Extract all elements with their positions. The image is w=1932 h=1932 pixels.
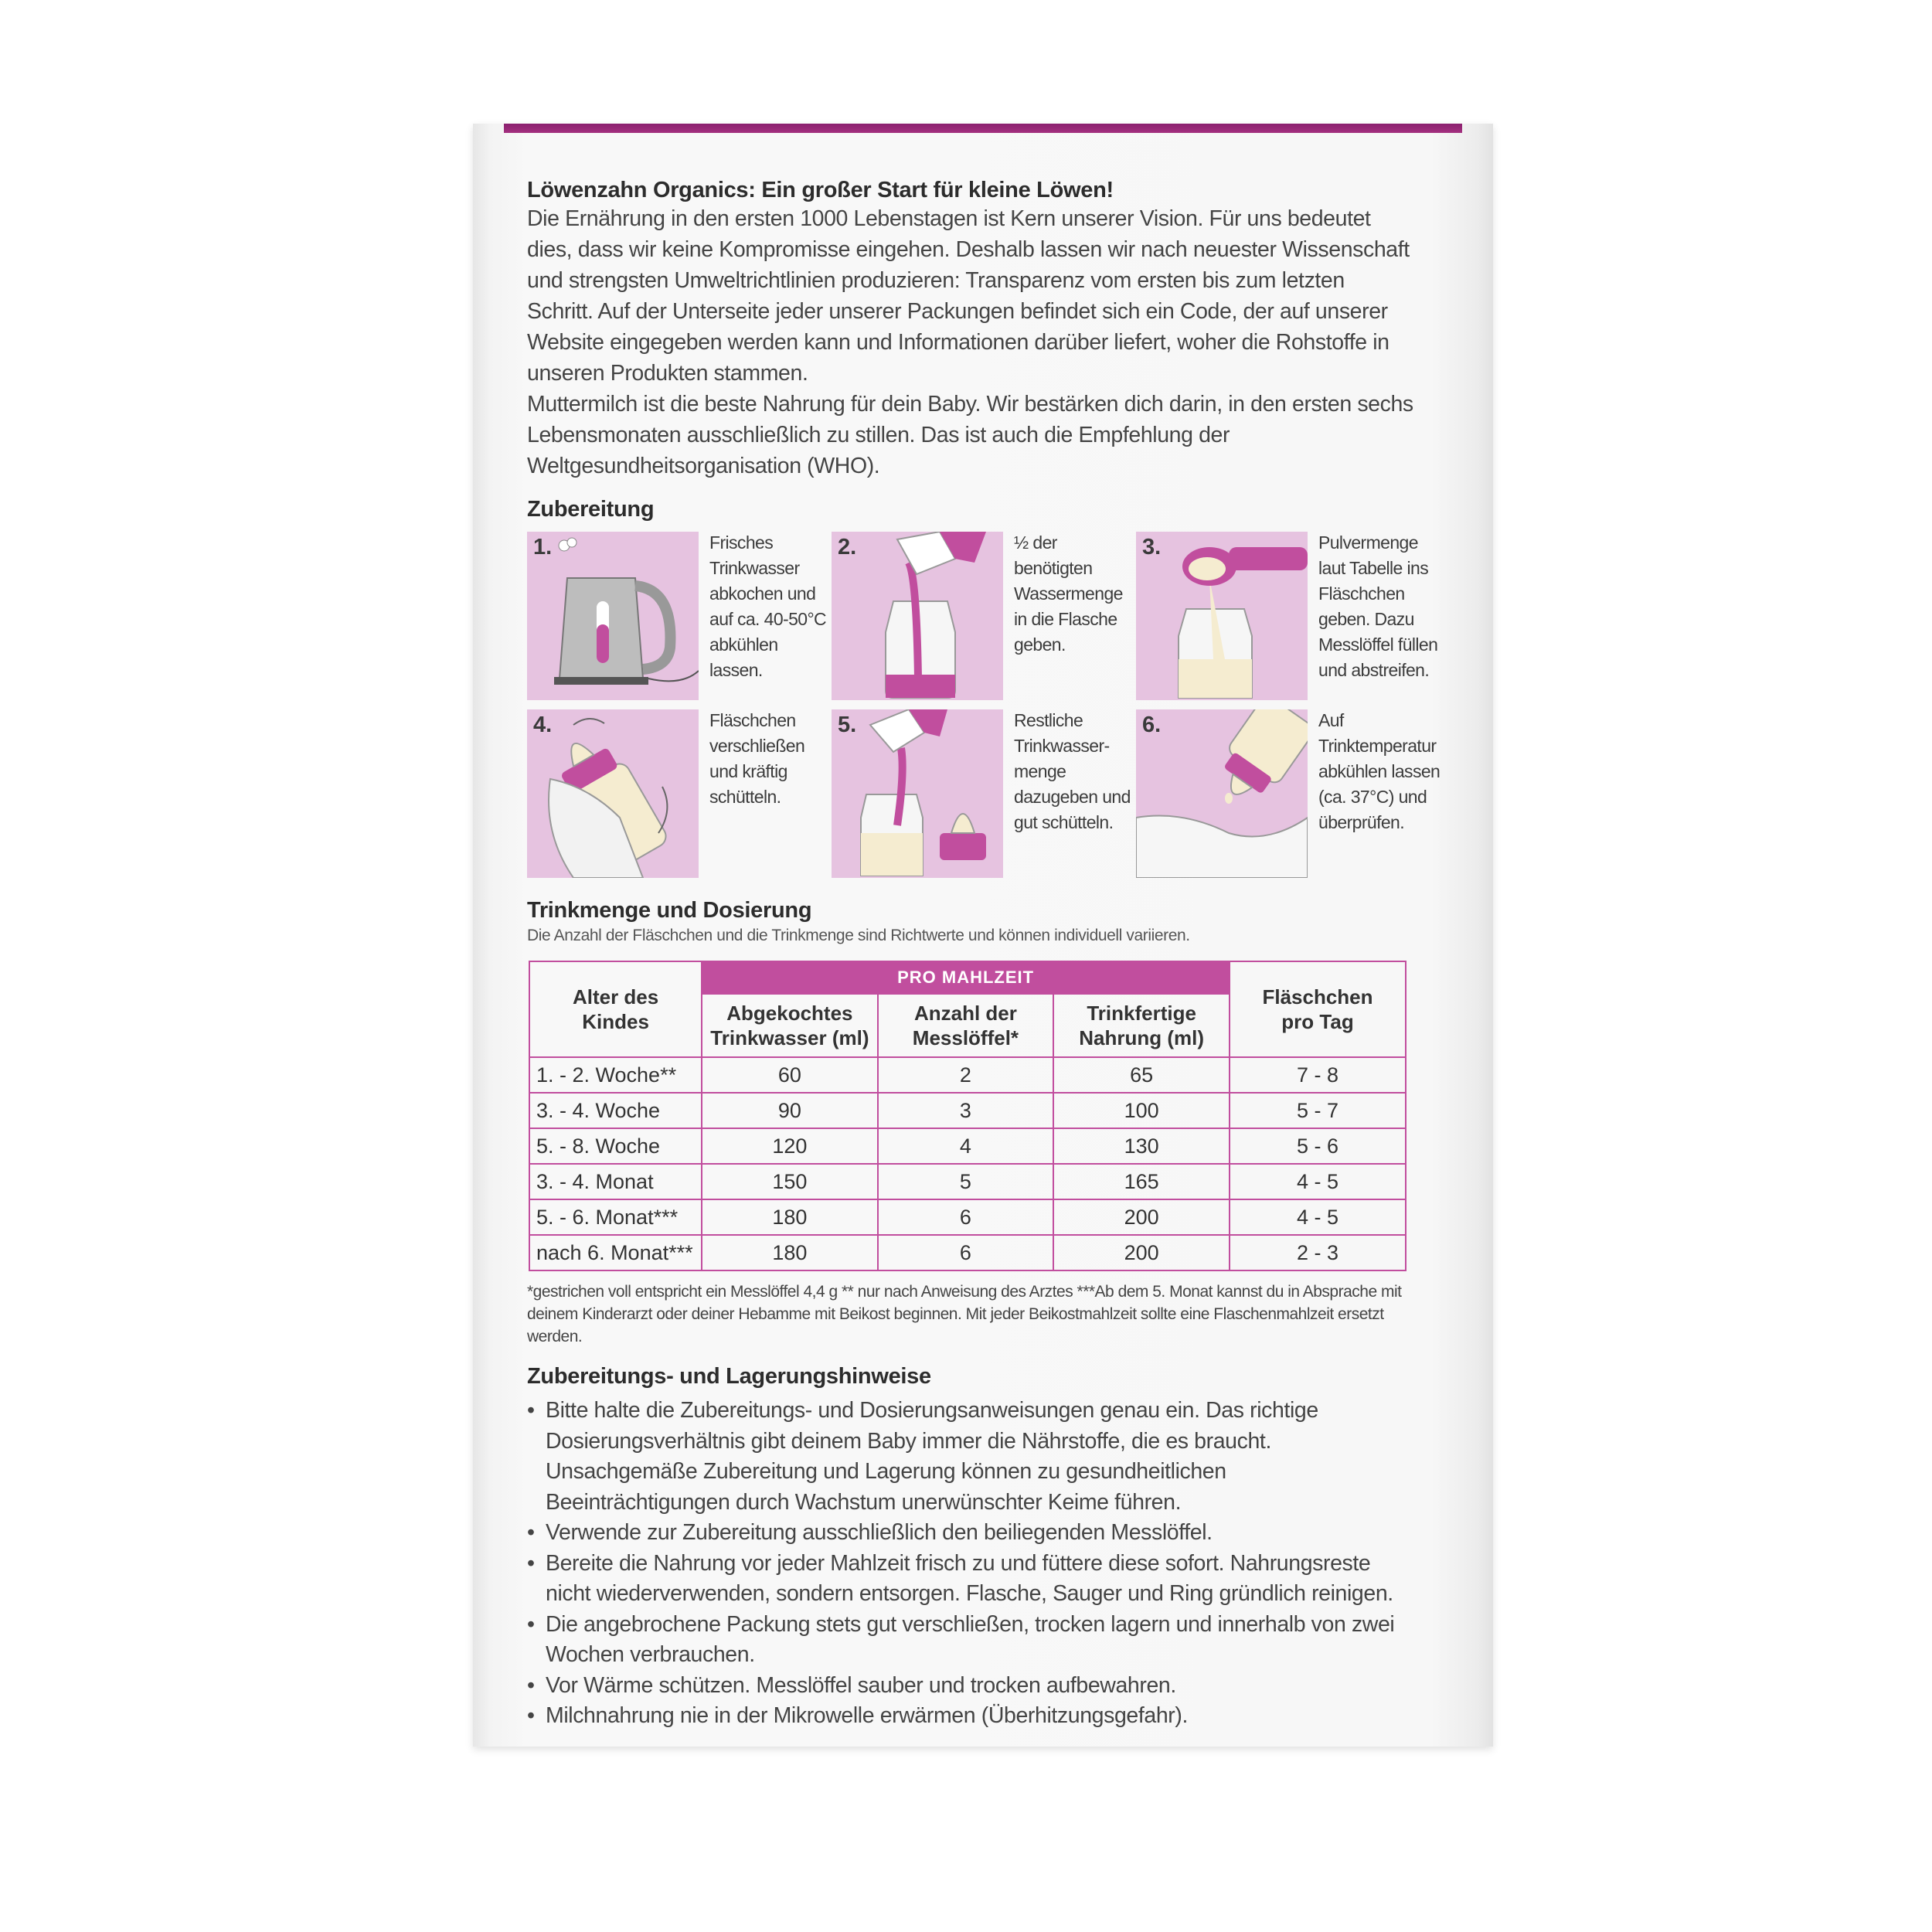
step-5 — [832, 709, 1133, 878]
cell-bottles: 4 - 5 — [1230, 1164, 1406, 1199]
header-spoons: Anzahl der Messlöffel* — [878, 994, 1054, 1057]
cell-water: 90 — [702, 1093, 877, 1128]
step-4 — [527, 709, 828, 878]
header-water: Abgekochtes Trinkwasser (ml) — [702, 994, 877, 1057]
cell-ready: 200 — [1053, 1199, 1230, 1235]
table-row — [529, 1199, 1406, 1235]
cell-water: 150 — [702, 1164, 877, 1199]
hints-title: Zubereitungs- und Lagerungshinweise — [527, 1364, 931, 1389]
cell-bottles: 7 - 8 — [1230, 1057, 1406, 1093]
cell-age: 5. - 6. Monat*** — [529, 1199, 702, 1235]
pour-water-illustration — [832, 532, 1003, 700]
step-number: 4. — [533, 713, 553, 737]
list-item: • Bitte halte die Zubereitungs- und Dosierungsanweisungen genau ein. Das richtige Dosierungsverhältnis gibt deinem Baby immer die Nährstoffe, die es braucht. Unsachgemäße Zubereitung und Lagerung können zu gesundheitlichen Beeinträchtigungen durch Wachstum unerwünschter Keime führen. — [527, 1396, 1416, 1518]
cell-water: 120 — [702, 1128, 877, 1164]
cell-bottles: 5 - 7 — [1230, 1093, 1406, 1128]
shake-bottle-illustration — [527, 709, 699, 878]
step-text: Restliche Trinkwasser-menge dazugeben und gut schütteln. — [1014, 710, 1131, 832]
cell-ready: 200 — [1053, 1235, 1230, 1270]
step-number: 3. — [1142, 535, 1162, 560]
step-number: 2. — [838, 535, 857, 560]
preparation-title: Zubereitung — [527, 497, 655, 522]
hints-list — [527, 1396, 1416, 1732]
list-item: • Bereite die Nahrung vor jeder Mahlzeit frisch zu und füttere diese sofort. Nahrungsreste nicht wiederverwenden, sondern entsorgen. Flasche, Sauger und Ring gründlich reinigen. — [527, 1549, 1416, 1610]
list-item: • Vor Wärme schützen. Messlöffel sauber und trocken aufbewahren. — [527, 1671, 1416, 1702]
add-rest-water-illustration — [832, 709, 1003, 878]
cell-bottles: 4 - 5 — [1230, 1199, 1406, 1235]
kettle-illustration — [527, 532, 699, 700]
step-3 — [1136, 532, 1437, 700]
step-text: Pulvermenge laut Tabelle ins Fläschchen geben. Dazu Messlöffel füllen und abstreifen. — [1318, 532, 1438, 680]
cell-spoons: 2 — [878, 1057, 1054, 1093]
header-age: Alter des Kindes — [529, 961, 702, 1057]
cell-age: 1. - 2. Woche** — [529, 1057, 702, 1093]
step-text: ½ der benötigten Wassermenge in die Flasche geben. — [1014, 532, 1123, 655]
cell-spoons: 3 — [878, 1093, 1054, 1128]
cell-water: 180 — [702, 1235, 877, 1270]
table-row — [529, 1235, 1406, 1270]
step-number: 5. — [838, 713, 857, 737]
package-content — [527, 178, 1440, 1732]
step-6 — [1136, 709, 1440, 878]
cell-ready: 100 — [1053, 1093, 1230, 1128]
header-pro-mahlzeit: PRO MAHLZEIT — [702, 961, 1230, 994]
header-bottles: Fläschchen pro Tag — [1230, 961, 1406, 1057]
package-back-panel — [473, 124, 1493, 1747]
cell-water: 180 — [702, 1199, 877, 1235]
cell-bottles: 5 - 6 — [1230, 1128, 1406, 1164]
list-item: • Verwende zur Zubereitung ausschließlich den beiliegenden Messlöffel. — [527, 1518, 1416, 1549]
preparation-steps — [527, 532, 1440, 887]
dosage-footnote: *gestrichen voll entspricht ein Messlöffel 4,4 g ** nur nach Anweisung des Arztes ***Ab dem 5. Monat kannst du in Absprache mit deinem Kinderarzt oder deiner Hebamme mit Beikost beginnen. Mit jeder Beikostmahlzeit sollte eine Flaschenmahlzeit ersetzt werden. — [527, 1283, 1402, 1345]
cell-age: 3. - 4. Monat — [529, 1164, 702, 1199]
dosage-table — [529, 961, 1406, 1271]
check-temperature-illustration — [1136, 709, 1308, 878]
step-text: Fläschchen verschließen und kräftig schütteln. — [709, 710, 805, 807]
step-number: 1. — [533, 535, 553, 560]
intro-text-who: Muttermilch ist die beste Nahrung für dein Baby. Wir bestärken dich darin, in den ersten sechs Lebensmonaten ausschließlich zu stillen. Das ist auch die Empfehlung der Weltgesundheitsorganisation (WHO). — [527, 392, 1413, 478]
intro-title: Löwenzahn Organics: Ein großer Start für kleine Löwen! — [527, 178, 1114, 202]
add-powder-illustration — [1136, 532, 1308, 700]
cell-ready: 165 — [1053, 1164, 1230, 1199]
step-2 — [832, 532, 1133, 700]
cell-spoons: 5 — [878, 1164, 1054, 1199]
step-1 — [527, 532, 828, 700]
table-row — [529, 1093, 1406, 1128]
header-ready: Trinkfertige Nahrung (ml) — [1053, 994, 1230, 1057]
dosage-note: Die Anzahl der Fläschchen und die Trinkmenge sind Richtwerte und können individuell variieren. — [527, 927, 1190, 944]
cell-ready: 130 — [1053, 1128, 1230, 1164]
intro-text: Die Ernährung in den ersten 1000 Lebenstagen ist Kern unserer Vision. Für uns bedeutet dies, dass wir keine Kompromisse eingehen. Deshalb lassen wir nach neuester Wissenschaft und strengsten Umweltrichtlinien produzieren: Transparenz vom ersten bis zum letzten Schritt. Auf der Unterseite jeder unserer Packungen befindet sich ein Code, der auf unserer Website eingegeben werden kann und Informationen darüber liefert, woher die Rohstoffe in unseren Produkten stammen. — [527, 206, 1410, 386]
list-item: • Die angebrochene Packung stets gut verschließen, trocken lagern und innerhalb von zwei Wochen verbrauchen. — [527, 1610, 1416, 1671]
cell-spoons: 4 — [878, 1128, 1054, 1164]
table-row — [529, 1164, 1406, 1199]
cell-age: 3. - 4. Woche — [529, 1093, 702, 1128]
cell-bottles: 2 - 3 — [1230, 1235, 1406, 1270]
dosage-title: Trinkmenge und Dosierung — [527, 898, 812, 923]
table-row — [529, 1128, 1406, 1164]
cell-water: 60 — [702, 1057, 877, 1093]
cell-ready: 65 — [1053, 1057, 1230, 1093]
cell-spoons: 6 — [878, 1199, 1054, 1235]
step-text: Frisches Trinkwasser abkochen und auf ca. 40-50°C abkühlen lassen. — [709, 532, 827, 680]
cell-age: 5. - 8. Woche — [529, 1128, 702, 1164]
table-row — [529, 1057, 1406, 1093]
cell-spoons: 6 — [878, 1235, 1054, 1270]
cell-age: nach 6. Monat*** — [529, 1235, 702, 1270]
list-item: • Milchnahrung nie in der Mikrowelle erwärmen (Überhitzungsgefahr). — [527, 1701, 1416, 1732]
step-text: Auf Trinktemperatur abkühlen lassen (ca. 37°C) und überprüfen. — [1318, 710, 1440, 832]
step-number: 6. — [1142, 713, 1162, 737]
